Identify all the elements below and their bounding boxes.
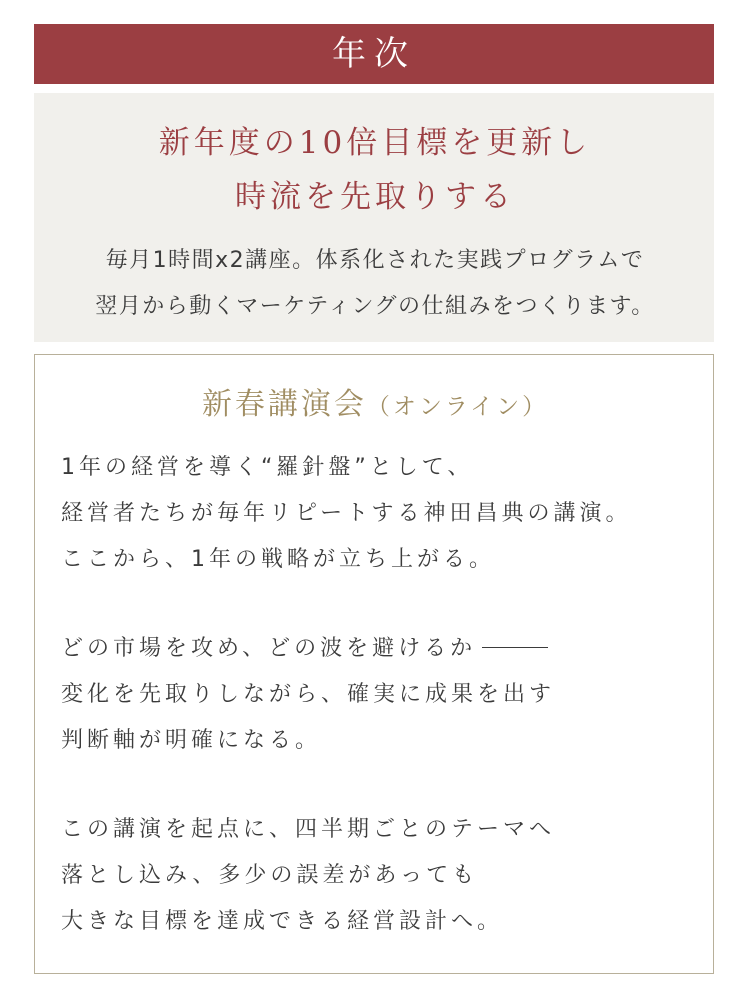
intro-headline-line-2: 時流を先取りする — [235, 179, 515, 215]
intro-description-line-2: 翌月から動くマーケティングの仕組みをつくります。 — [95, 294, 655, 319]
event-paragraph-line: 経営者たちが毎年リピートする神田昌典の講演。 — [61, 501, 632, 526]
event-title — [0, 383, 750, 429]
section-header-title: 年次 — [332, 34, 416, 74]
event-paragraph-line: 大きな目標を達成できる経営設計へ。 — [61, 909, 504, 934]
event-paragraph-3 — [61, 807, 721, 945]
intro-description — [0, 238, 750, 330]
event-paragraph-line: 判断軸が明確になる。 — [61, 728, 322, 753]
intro-description-line-1: 毎月1時間x2講座。体系化された実践プログラムで — [105, 248, 645, 273]
event-title-main: 新春講演会 — [201, 387, 367, 422]
event-paragraph-line: この講演を起点に、四半期ごとのテーマへ — [61, 817, 556, 842]
event-title-subtitle: （オンライン） — [366, 394, 549, 420]
intro-headline-line-1: 新年度の10倍目標を更新し — [158, 125, 592, 161]
event-paragraph-line: ここから、1年の戦略が立ち上がる。 — [61, 547, 495, 572]
event-paragraph-line: 落とし込み、多少の誤差があっても — [61, 863, 479, 888]
intro-headline — [0, 116, 750, 224]
event-paragraph-line-with-dash — [61, 626, 721, 672]
event-paragraph-1 — [61, 445, 721, 583]
event-paragraph-line: 1年の経営を導く“羅針盤”として、 — [61, 455, 474, 480]
event-paragraph-line: 変化を先取りしながら、確実に成果を出す — [61, 682, 556, 707]
event-paragraph-2 — [61, 626, 721, 764]
event-paragraph-line: どの市場を攻め、どの波を避けるか — [61, 636, 477, 661]
section-header-bar — [34, 24, 714, 84]
em-dash-rule — [482, 647, 548, 648]
